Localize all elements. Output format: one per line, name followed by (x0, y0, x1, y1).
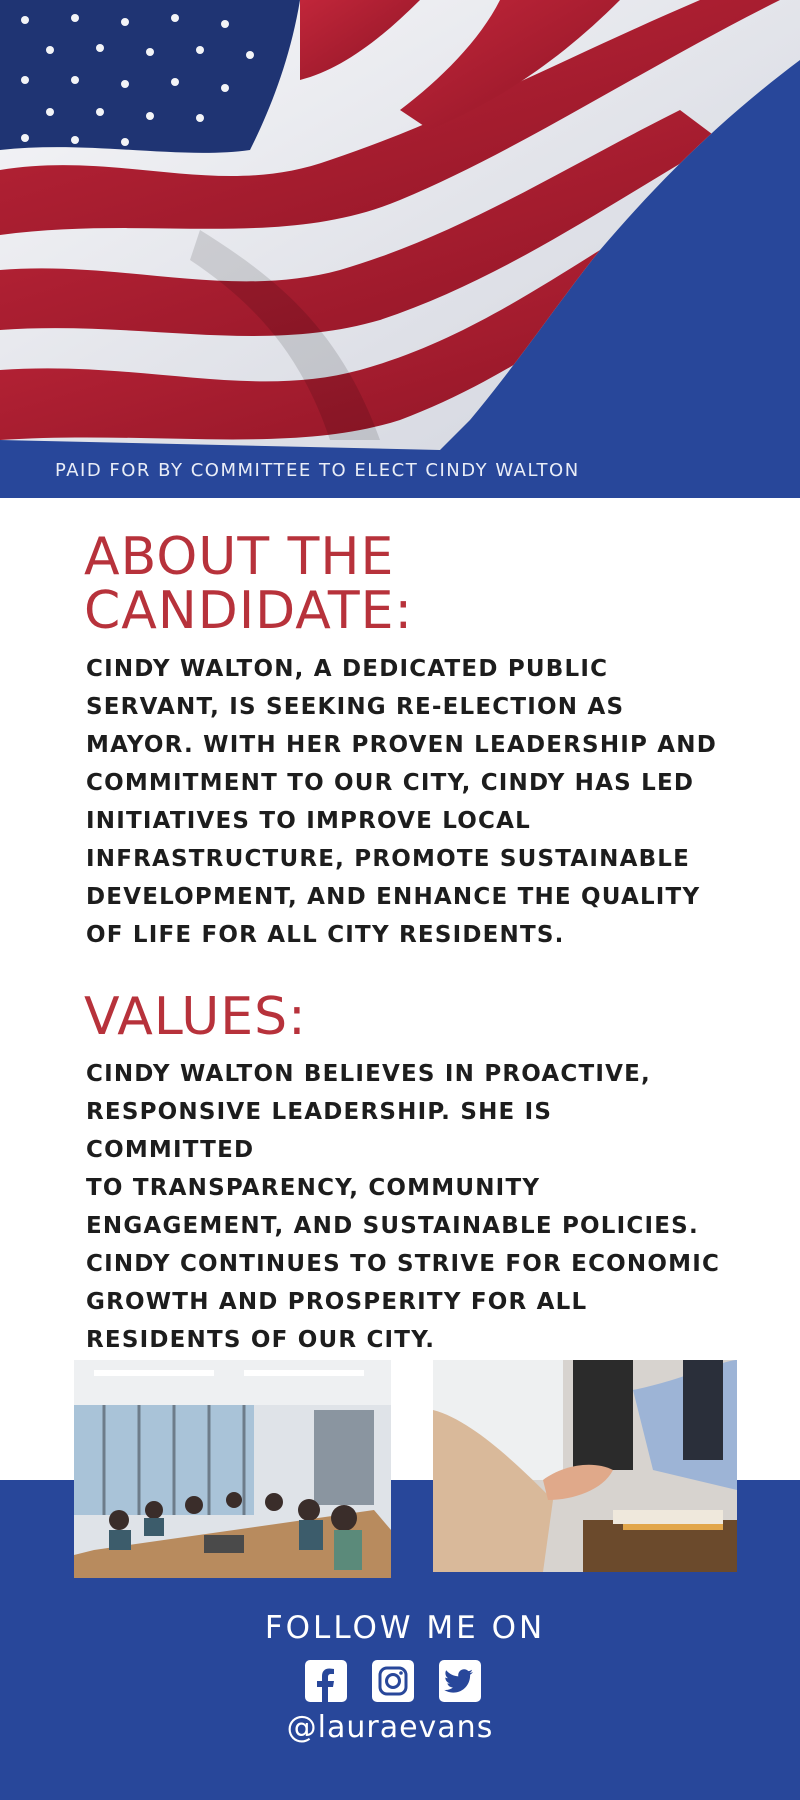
about-title (84, 527, 413, 641)
about-title-line-1: ABOUT THE (84, 527, 395, 587)
values-line: CINDY CONTINUES TO STRIVE FOR ECONOMIC (86, 1251, 721, 1277)
about-title-line-2: CANDIDATE: (84, 581, 413, 641)
paid-for-disclaimer: PAID FOR BY COMMITTEE TO ELECT CINDY WALTON (55, 460, 580, 481)
values-body (86, 1055, 726, 1359)
about-line: COMMITMENT TO OUR CITY, CINDY HAS LED (86, 770, 695, 796)
values-line: GROWTH AND PROSPERITY FOR ALL (86, 1289, 588, 1315)
social-handle[interactable]: @lauraevans (286, 1710, 494, 1745)
values-line: RESPONSIVE LEADERSHIP. SHE IS COMMITTED (86, 1099, 553, 1163)
values-title: VALUES: (84, 987, 307, 1047)
about-line: INITIATIVES TO IMPROVE LOCAL (86, 808, 531, 834)
values-line: RESIDENTS OF OUR CITY. (86, 1327, 436, 1353)
about-body (86, 650, 726, 954)
follow-me-label: FOLLOW ME ON (264, 1610, 546, 1646)
values-line: CINDY WALTON BELIEVES IN PROACTIVE, (86, 1061, 651, 1087)
twitter-icon[interactable] (439, 1660, 481, 1702)
about-line: SERVANT, IS SEEKING RE-ELECTION AS (86, 694, 625, 720)
instagram-icon[interactable] (372, 1660, 414, 1702)
about-line: INFRASTRUCTURE, PROMOTE SUSTAINABLE (86, 846, 691, 872)
hero-banner (0, 0, 800, 498)
facebook-icon[interactable] (305, 1660, 347, 1702)
about-line: MAYOR. WITH HER PROVEN LEADERSHIP AND (86, 732, 718, 758)
american-flag-image (0, 0, 800, 498)
meeting-room-photo (74, 1360, 391, 1578)
social-icons (305, 1660, 481, 1702)
about-line: DEVELOPMENT, AND ENHANCE THE QUALITY (86, 884, 701, 910)
values-line: TO TRANSPARENCY, COMMUNITY (86, 1175, 541, 1201)
handshake-photo (433, 1360, 737, 1572)
values-line: ENGAGEMENT, AND SUSTAINABLE POLICIES. (86, 1213, 699, 1239)
about-line: CINDY WALTON, A DEDICATED PUBLIC (86, 656, 609, 682)
about-line: OF LIFE FOR ALL CITY RESIDENTS. (86, 922, 565, 948)
